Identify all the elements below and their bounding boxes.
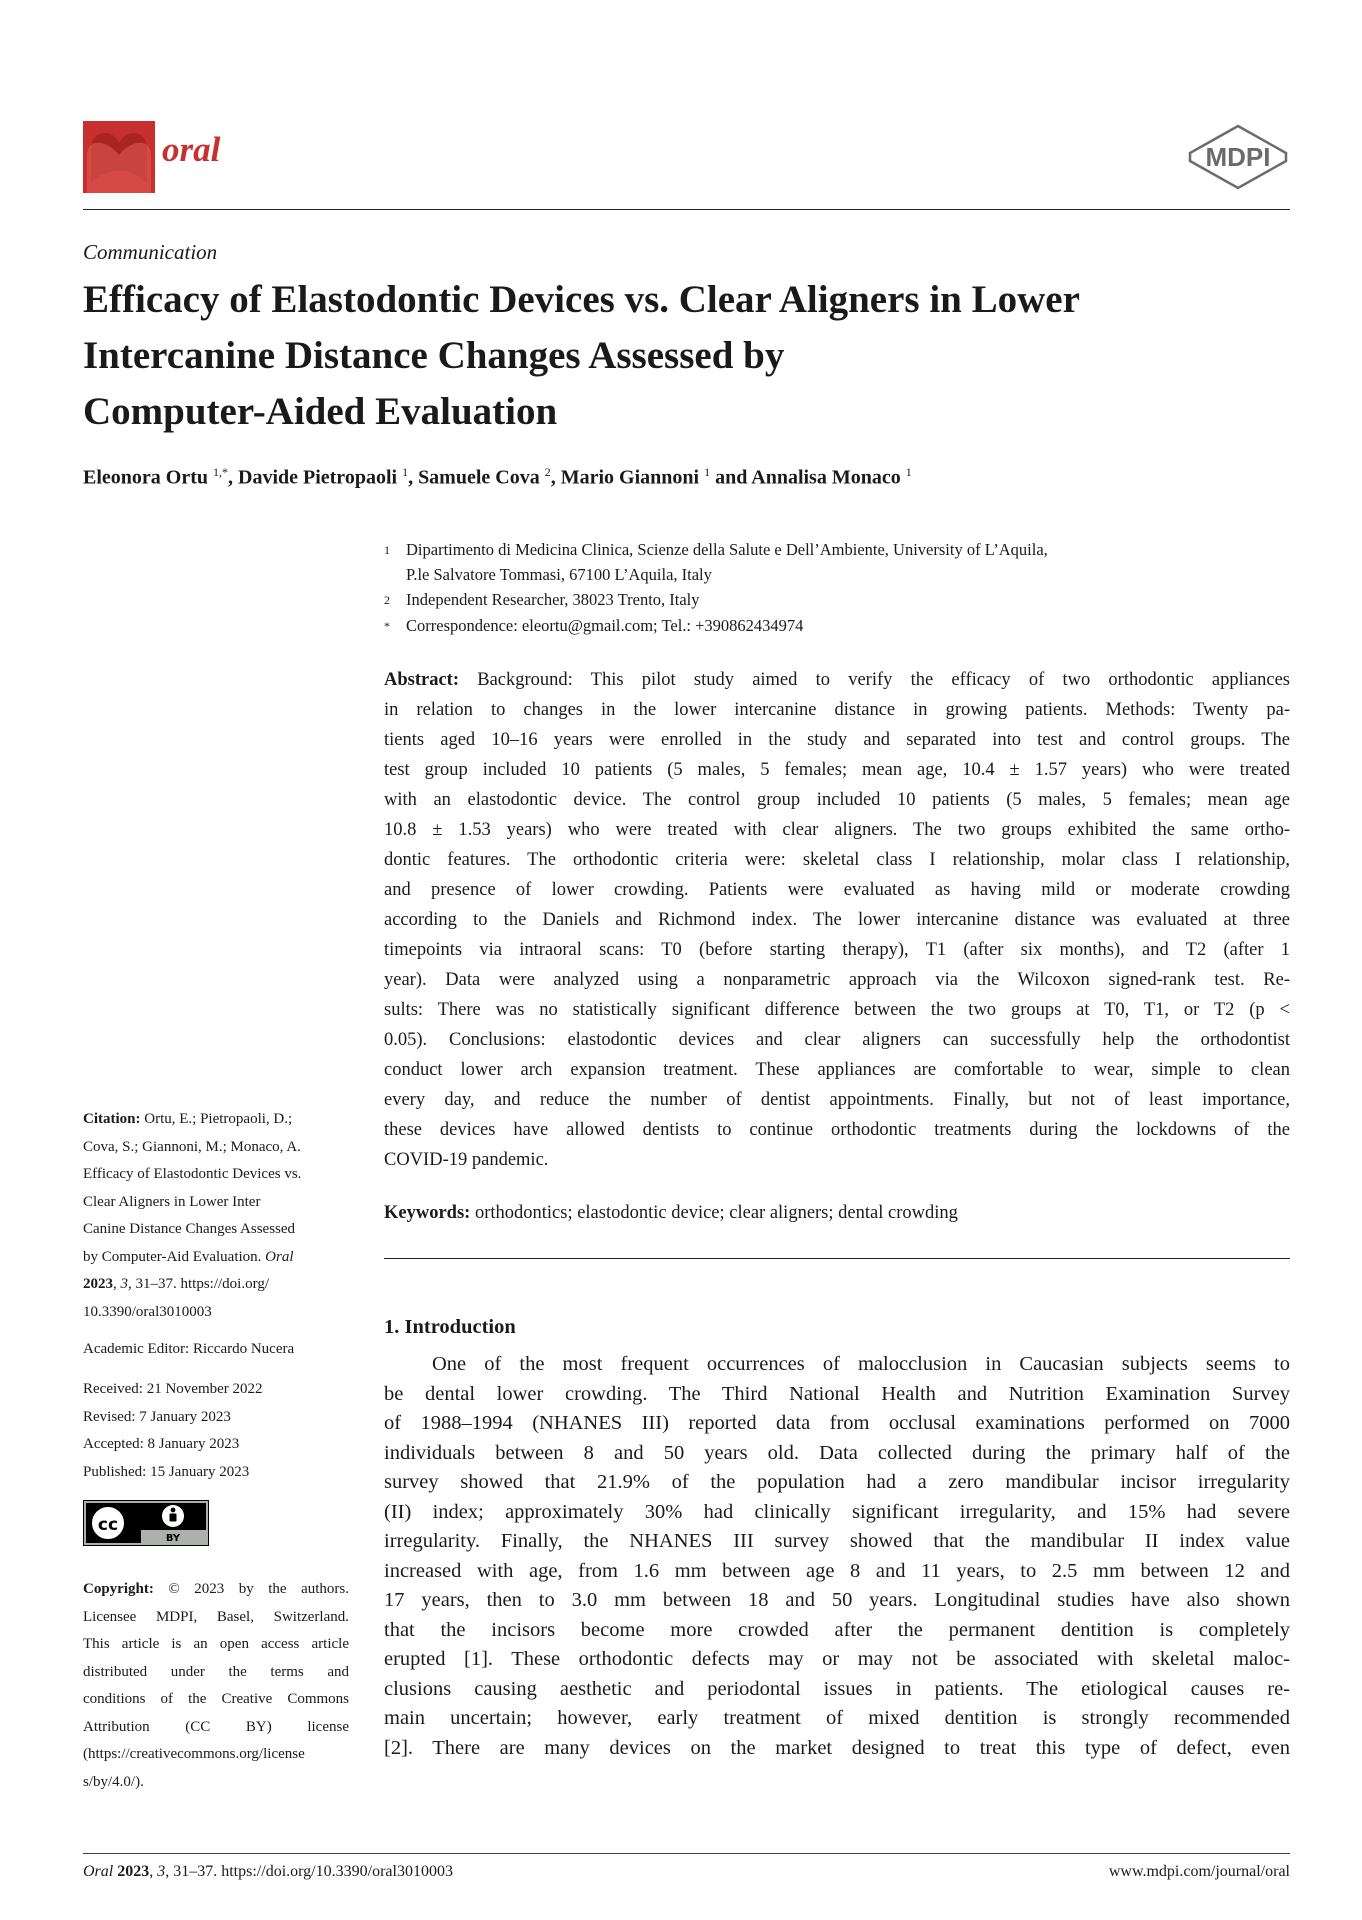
body-line: survey showed that 21.9% of the population had a zero mandibular incisor irregularity	[384, 1471, 1290, 1493]
footer-separator: ,	[149, 1863, 158, 1880]
body-line: (II) index; approximately 30% had clinically significant irregularity, and 15% had severe	[384, 1500, 1290, 1523]
header-divider	[83, 209, 1290, 210]
author-name[interactable]: Davide Pietropaoli	[238, 466, 398, 489]
by-badge-text: BY	[165, 1533, 181, 1544]
body-line: of 1988–1994 (NHANES III) reported data from occlusal examinations performed on 7000	[384, 1412, 1290, 1434]
footer-journal-url[interactable]: www.mdpi.com/journal/oral	[1108, 1863, 1290, 1880]
abstract-line: tients aged 10–16 years were enrolled in the study and separated into test and control groups. The	[384, 730, 1290, 750]
mdpi-logo-icon	[1186, 124, 1290, 190]
date-published: Published: 15 January 2023	[83, 1463, 250, 1480]
citation-text: by Computer-Aid Evaluation.	[83, 1248, 262, 1265]
section-divider	[384, 1258, 1290, 1259]
cc-badge-text: cc	[97, 1515, 119, 1535]
body-line: One of the most frequent occurrences of malocclusion in Caucasian subjects seems to	[432, 1353, 1290, 1375]
citation-text: Ortu, E.; Pietropaoli, D.;	[140, 1111, 293, 1127]
keywords-text: orthodontics; elastodontic device; clear aligners; dental crowding	[470, 1203, 958, 1223]
footer-year: 2023	[117, 1863, 150, 1880]
author-separator: and	[710, 466, 752, 489]
body-line: be dental lower crowding. The Third National Health and Nutrition Examination Survey	[384, 1382, 1290, 1405]
citation-line	[83, 1244, 349, 1272]
academic-editor: Academic Editor: Riccardo Nucera	[83, 1341, 295, 1357]
author-name[interactable]: Samuele Cova	[418, 466, 540, 489]
body-line: individuals between 8 and 50 years old. Data collected during the primary half of the	[384, 1441, 1290, 1464]
author-name[interactable]: Annalisa Monaco	[751, 466, 901, 489]
body-line: clusions causing aesthetic and periodontal issues in patients. The etiological causes re-	[384, 1677, 1290, 1700]
abstract-line: timepoints via intraoral scans: T0 (before starting therapy), T1 (after six months), and T2 (after 1	[384, 940, 1290, 960]
cc-by-license-icon[interactable]	[83, 1500, 209, 1546]
affiliation-mark: 2	[384, 593, 390, 607]
footer-divider	[83, 1853, 1290, 1854]
footer-doi-link[interactable]: , 31–37. https://doi.org/10.3390/oral3010003	[165, 1863, 453, 1880]
correspondence-line[interactable]: Correspondence: eleortu@gmail.com; Tel.: +390862434974	[406, 616, 804, 635]
citation-label: Citation:	[83, 1111, 141, 1127]
citation-block	[83, 1106, 349, 1326]
keywords	[384, 1198, 1290, 1228]
citation-doi-prefix[interactable]: , 31–37. https://doi.org/	[128, 1276, 269, 1292]
title-line: Computer-Aided Evaluation	[83, 390, 558, 433]
citation-volume: 3	[120, 1276, 128, 1292]
abstract-line: and presence of lower crowding. Patients were evaluated as having mild or moderate crowding	[384, 880, 1290, 900]
citation-text: ,	[113, 1276, 121, 1292]
keywords-label: Keywords:	[384, 1203, 471, 1223]
section-heading-introduction: 1. Introduction	[384, 1316, 516, 1338]
abstract-line: test group included 10 patients (5 males, 5 females; mean age, 10.4 ± 1.57 years) who were treated	[384, 760, 1290, 780]
abstract-line-text: Background: This pilot study aimed to verify the efficacy of two orthodontic appliances	[459, 670, 1290, 690]
citation-line: Cova, S.; Giannoni, M.; Monaco, A.	[83, 1138, 301, 1155]
abstract	[384, 665, 1290, 1175]
abstract-line: year). Data were analyzed using a nonparametric approach via the Wilcoxon signed-rank test. Re-	[384, 970, 1290, 990]
correspondence-item	[384, 613, 1290, 639]
keywords-line	[384, 1198, 1290, 1228]
copyright-line: Attribution (CC BY) license	[83, 1718, 349, 1735]
citation-line: Clear Aligners in Lower Inter	[83, 1193, 261, 1210]
author-separator: ,	[228, 466, 238, 489]
abstract-line: 0.05). Conclusions: elastodontic devices and clear aligners can successfully help the orthodontist	[384, 1030, 1290, 1050]
affiliation-item	[384, 537, 1290, 587]
journal-logo-icon	[83, 121, 155, 193]
author-list	[83, 465, 912, 490]
abstract-line: dontic features. The orthodontic criteria were: skeletal class I relationship, molar class I relationship,	[384, 850, 1290, 870]
citation-doi-link[interactable]: 10.3390/oral3010003	[83, 1303, 212, 1320]
author-separator: ,	[550, 466, 561, 489]
affiliations	[384, 537, 1290, 639]
copyright-line: Licensee MDPI, Basel, Switzerland.	[83, 1608, 349, 1625]
abstract-line	[384, 665, 1290, 695]
date-revised: Revised: 7 January 2023	[83, 1408, 231, 1425]
abstract-line: according to the Daniels and Richmond index. The lower intercanine distance was evaluated at three	[384, 910, 1290, 930]
citation-line: Canine Distance Changes Assessed	[83, 1221, 296, 1237]
body-line: erupted [1]. These orthodontic defects may or may not be associated with skeletal maloc-	[384, 1648, 1290, 1670]
abstract-line: conduct lower arch expansion treatment. These appliances are comfortable to wear, simple to clean	[384, 1060, 1290, 1080]
citation-line	[83, 1106, 349, 1134]
citation-line: Efficacy of Elastodontic Devices vs.	[83, 1166, 302, 1182]
abstract-label: Abstract:	[384, 670, 460, 690]
abstract-line: these devices have allowed dentists to continue orthodontic treatments during the lockdowns of the	[384, 1120, 1290, 1140]
body-line: that the incisors become more crowded after the permanent dentition is completely	[384, 1618, 1290, 1641]
body-line: [2]. There are many devices on the market designed to treat this type of defect, even	[384, 1736, 1290, 1759]
abstract-line: COVID-19 pandemic.	[384, 1150, 549, 1170]
author-affiliation-mark: 2	[544, 465, 551, 479]
copyright-line	[83, 1576, 349, 1604]
author-separator: ,	[408, 466, 419, 489]
abstract-line: sults: There was no statistically significant difference between the two groups at T0, T1, or T2 (p <	[384, 1000, 1290, 1020]
abstract-line: in relation to changes in the lower intercanine distance in growing patients. Methods: Twenty pa-	[384, 700, 1290, 720]
author-name[interactable]: Mario Giannoni	[560, 466, 700, 489]
footer-journal: Oral	[83, 1863, 114, 1880]
author-affiliation-mark: 1	[704, 465, 711, 479]
affiliation-mark: *	[384, 619, 390, 633]
body-line: 17 years, then to 3.0 mm between 18 and 50 years. Longitudinal studies have also shown	[384, 1589, 1290, 1611]
copyright-license-link[interactable]: s/by/4.0/).	[83, 1773, 144, 1790]
copyright-label: Copyright:	[83, 1581, 154, 1597]
copyright-license-link[interactable]: (https://creativecommons.org/license	[83, 1746, 305, 1762]
body-line: main uncertain; however, early treatment of mixed dentition is strongly recommended	[384, 1707, 1290, 1729]
affiliation-item	[384, 587, 1290, 613]
copyright-line: This article is an open access article	[83, 1636, 349, 1652]
copyright-block	[83, 1576, 349, 1796]
affiliation-mark: 1	[384, 543, 390, 557]
date-received: Received: 21 November 2022	[83, 1381, 263, 1397]
introduction-body	[384, 1350, 1290, 1763]
body-line: irregularity. Finally, the NHANES III survey showed that the mandibular II index value	[384, 1530, 1290, 1552]
citation-line	[83, 1271, 349, 1299]
article-title	[83, 272, 1263, 440]
citation-year: 2023	[83, 1276, 113, 1292]
footer-citation	[83, 1863, 453, 1881]
title-line: Intercanine Distance Changes Assessed by	[83, 334, 785, 377]
title-line: Efficacy of Elastodontic Devices vs. Clear Aligners in Lower	[83, 278, 1080, 321]
author-name[interactable]: Eleonora Ortu	[83, 466, 208, 489]
affiliation-line: Independent Researcher, 38023 Trento, Italy	[406, 590, 700, 609]
author-affiliation-mark: 1	[905, 465, 912, 479]
date-accepted: Accepted: 8 January 2023	[83, 1436, 240, 1452]
publication-dates	[83, 1376, 349, 1486]
mdpi-logo-text: MDPI	[1205, 142, 1271, 172]
copyright-line: distributed under the terms and	[83, 1663, 349, 1680]
author-affiliation-mark: 1,*	[213, 465, 228, 479]
body-line: increased with age, from 1.6 mm between age 8 and 11 years, to 2.5 mm between 12 and	[384, 1559, 1290, 1582]
affiliation-line: Dipartimento di Medicina Clinica, Scienze della Salute e Dell’Ambiente, University of L’Aquila,	[406, 540, 1048, 559]
citation-journal: Oral	[265, 1248, 294, 1265]
footer-volume: 3	[157, 1863, 166, 1880]
affiliation-line: P.le Salvatore Tommasi, 67100 L’Aquila, Italy	[406, 565, 712, 584]
journal-name: oral	[162, 130, 221, 169]
abstract-line: 10.8 ± 1.53 years) who were treated with clear aligners. The two groups exhibited the same ortho-	[384, 820, 1290, 840]
abstract-line: every day, and reduce the number of dentist appointments. Finally, but not of least importance,	[384, 1090, 1290, 1110]
copyright-text: © 2023 by the authors.	[153, 1581, 349, 1597]
article-type: Communication	[83, 240, 218, 264]
copyright-line: conditions of the Creative Commons	[83, 1691, 349, 1707]
author-affiliation-mark: 1	[402, 465, 409, 479]
abstract-line: with an elastodontic device. The control group included 10 patients (5 males, 5 females; mean age	[384, 790, 1290, 810]
